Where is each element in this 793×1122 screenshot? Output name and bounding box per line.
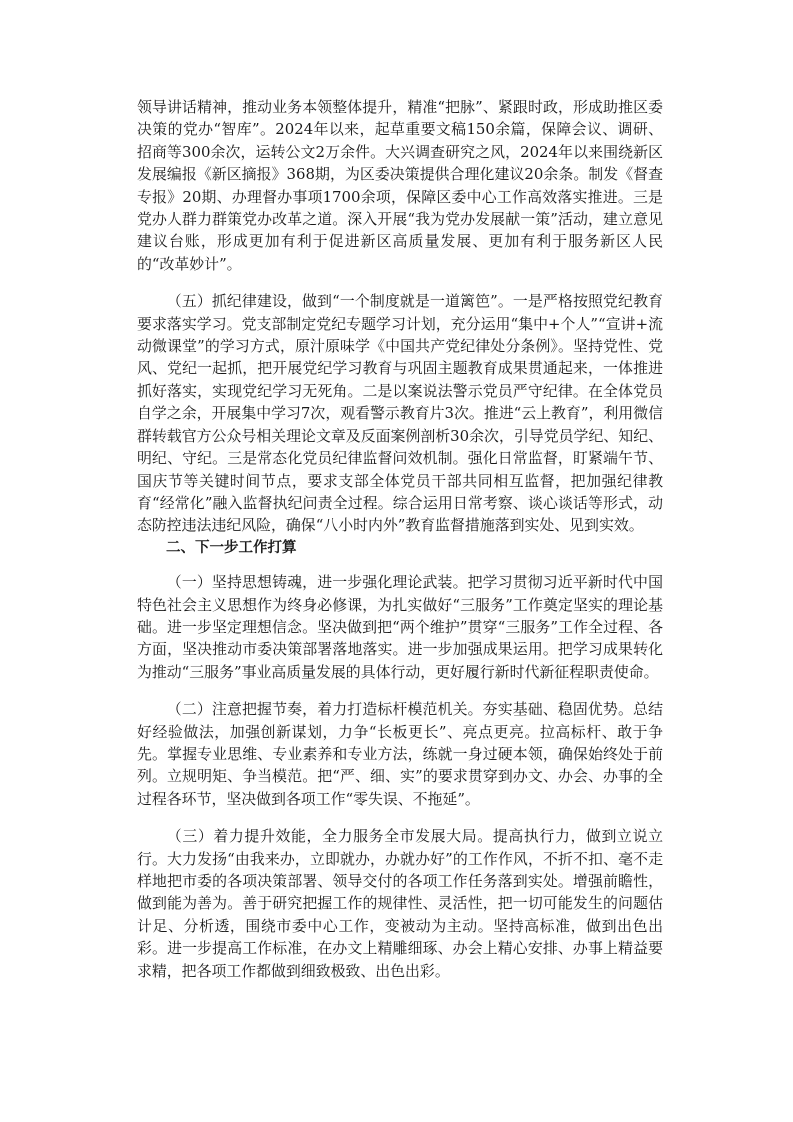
document-page [137, 96, 663, 982]
paragraph-discipline-building: （五）抓纪律建设，做到“一个制度就是一道篱笆”。一是严格按照党纪教育要求落实学习。党支部制定党纪专题学习计划，充分运用“集中+个人”“宣讲+流动微课堂”的学习方式，原汁原味学《中国共产党纪律处分条例》。坚持党性、党风、党纪一起抓，把开展党纪学习教育与巩固主题教育成果贯通起来，一体推进抓好落实，实现党纪学习无死角。二是以案说法警示党员严守纪律。在全体党员自学之余，开展集中学习7次，观看警示教育片3次。推进“云上教育”，利用微信群转载官方公众号相关理论文章及反面案例剖析30余次，引导党员学纪、知纪、明纪、守纪。三是常态化党员纪律监督问效机制。强化日常监督，盯紧端午节、国庆节等关键时间节点，要求支部全体党员干部共同相互监督，把加强纪律教育“经常化”融入监督执纪问责全过程。综合运用日常考察、谈心谈话等形式，动态防控违法违纪风险，确保“八小时内外”教育监督措施落到实处、见到实效。 [137, 292, 663, 535]
paragraph-plan-model-organ: （二）注意把握节奏，着力打造标杆模范机关。夯实基础、稳固优势。总结好经验做法，加强创新谋划，力争“长板更长”、亮点更亮。拉高标杆、敢于争先。掌握专业思维、专业素养和专业方法，练就一身过硬本领，确保始终处于前列。立规明矩、争当模范。把“严、细、实”的要求贯穿到办文、办会、办事的全过程各环节，坚决做到各项工作“零失误、不拖延”。 [137, 700, 663, 808]
paragraph-plan-ideology: （一）坚持思想铸魂，进一步强化理论武装。把学习贯彻习近平新时代中国特色社会主义思想作为终身必修课，为扎实做好“三服务”工作奠定坚实的理论基础。进一步坚定理想信念。坚决做到把“两个维护”贯穿“三服务”工作全过程、各方面，坚决推动市委决策部署落地落实。进一步加强成果运用。把学习成果转化为推动“三服务”事业高质量发展的具体行动，更好履行新时代新征程职责使命。 [137, 573, 663, 681]
section-heading-next-steps: 二、下一步工作打算 [166, 539, 297, 556]
paragraph-plan-efficiency: （三）着力提升效能，全力服务全市发展大局。提高执行力，做到立说立行。大力发扬“由我来办，立即就办，办就办好”的工作作风，不折不扣、毫不走样地把市委的各项决策部署、领导交付的各项工作任务落到实处。增强前瞻性，做到能为善为。善于研究把握工作的规律性、灵活性，把一切可能发生的问题估计足、分析透，围绕市委中心工作，变被动为主动。坚持高标准，做到出色出彩。进一步提高工作标准，在办文上精雕细琢、办会上精心安排、办事上精益要求精，把各项工作都做到细致极致、出色出彩。 [137, 827, 663, 980]
paragraph-continued-party-office: 领导讲话精神，推动业务本领整体提升，精准“把脉”、紧跟时政，形成助推区委决策的党办“智库”。2024年以来，起草重要文稿150余篇，保障会议、调研、招商等300余次，运转公文2万余件。大兴调查研究之风，2024年以来围绕新区发展编报《新区摘报》368期，为区委决策提供合理化建议20余条。制发《督查专报》20期、办理督办事项1700余项，保障区委中心工作高效落实推进。三是党办人群力群策党办改革之道。深入开展“我为党办发展献一策”活动，建立意见建议台账，形成更加有利于促进新区高质量发展、更加有利于服务新区人民的“改革妙计”。 [137, 98, 663, 273]
